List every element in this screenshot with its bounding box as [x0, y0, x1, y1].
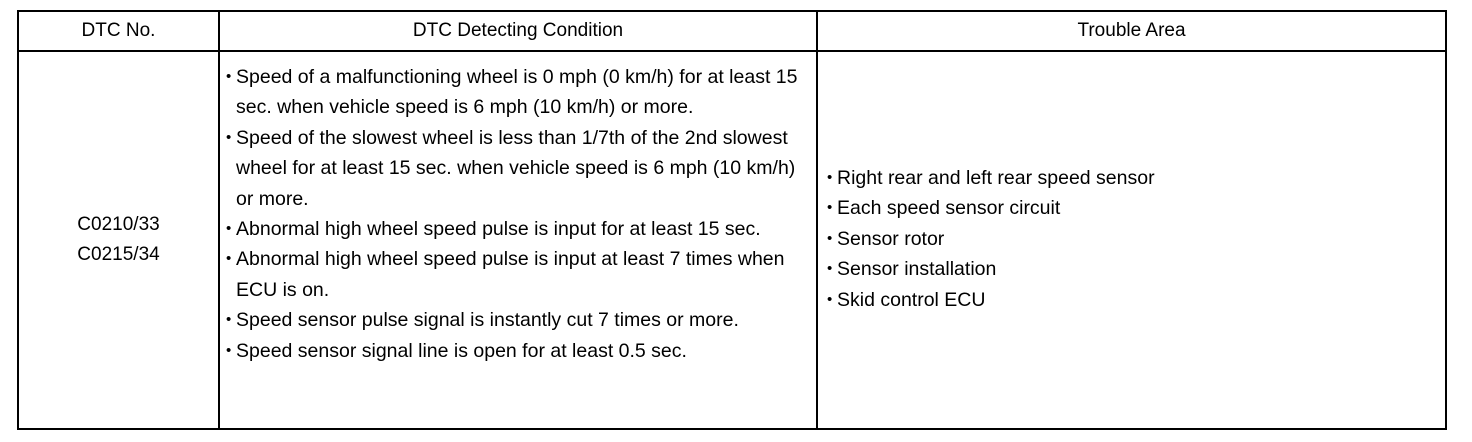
- bullet-icon: •: [827, 229, 833, 247]
- trouble-area-cell: [817, 51, 1446, 429]
- table-row: [18, 51, 1446, 429]
- table-header: [18, 11, 1446, 51]
- table-body: [18, 51, 1446, 429]
- detecting-condition-cell: [219, 51, 817, 429]
- trouble-area-text: Each speed sensor circuit: [837, 197, 1061, 220]
- bullet-icon: •: [226, 250, 232, 268]
- bullet-icon: •: [226, 311, 232, 329]
- trouble-area-list: [818, 163, 1445, 315]
- dtc-code: C0215/34: [77, 244, 160, 265]
- trouble-area-text: Right rear and left rear speed sensor: [837, 166, 1155, 189]
- dtc-code-cell: [18, 51, 219, 429]
- bullet-icon: •: [226, 128, 232, 146]
- bullet-icon: •: [226, 220, 232, 238]
- condition-text: Abnormal high wheel speed pulse is input for at least 15 sec.: [236, 218, 761, 241]
- header-trouble-area: Trouble Area: [817, 11, 1446, 51]
- list-item: [226, 244, 810, 305]
- trouble-area-text: Sensor rotor: [837, 227, 945, 250]
- trouble-area-text: Sensor installation: [837, 258, 997, 281]
- bullet-icon: •: [226, 68, 232, 85]
- header-dtc-no: DTC No.: [18, 11, 219, 51]
- list-item: [827, 224, 1439, 254]
- list-item: [226, 62, 810, 123]
- list-item: [827, 193, 1439, 223]
- list-item: [827, 163, 1439, 193]
- bullet-icon: •: [226, 341, 232, 359]
- list-item: [226, 305, 810, 335]
- trouble-area-text: Skid control ECU: [837, 288, 986, 311]
- dtc-code: C0210/33: [77, 214, 160, 235]
- condition-text: Speed of the slowest wheel is less than 1/7th of the 2nd slowest wheel for at least 15 sec. when vehicle speed is 6 mph (10 km/h) or more.: [236, 126, 796, 210]
- condition-text: Abnormal high wheel speed pulse is input at least 7 times when ECU is on.: [236, 248, 785, 301]
- condition-list: [220, 52, 816, 368]
- bullet-icon: •: [827, 168, 833, 186]
- condition-text: Speed sensor pulse signal is instantly cut 7 times or more.: [236, 309, 739, 332]
- bullet-icon: •: [827, 260, 833, 278]
- bullet-icon: •: [827, 199, 833, 217]
- bullet-icon: •: [827, 290, 833, 308]
- dtc-table: [17, 10, 1447, 430]
- list-item: [226, 336, 810, 366]
- condition-text: Speed of a malfunctioning wheel is 0 mph (0 km/h) for at least 15 sec. when vehicle speed is 6 mph (10 km/h) or more.: [236, 66, 798, 119]
- list-item: [226, 123, 810, 214]
- header-detecting-condition: DTC Detecting Condition: [219, 11, 817, 51]
- condition-text: Speed sensor signal line is open for at least 0.5 sec.: [236, 339, 687, 362]
- list-item: [827, 285, 1439, 315]
- list-item: [226, 214, 810, 244]
- list-item: [827, 254, 1439, 284]
- header-row: [18, 11, 1446, 51]
